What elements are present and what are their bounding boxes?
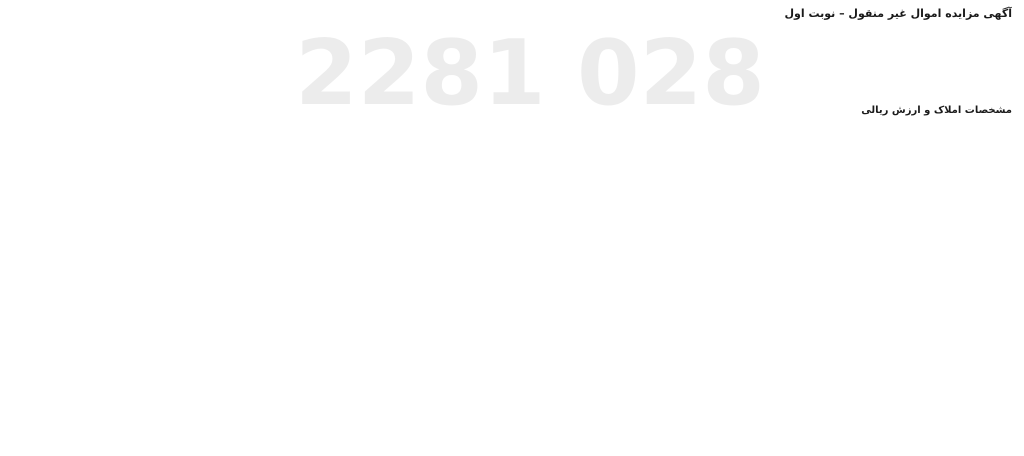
- svg-text:2281 028: 2281 028: [295, 21, 765, 126]
- property-details-paragraph: [12, 126, 1012, 416]
- announcement-title: آگهی مزایده اموال غیر منقول – نوبت اول: [784, 7, 1012, 20]
- intro-paragraph: [12, 28, 1012, 88]
- section-heading: مشخصات املاک و ارزش ریالی: [861, 105, 1012, 116]
